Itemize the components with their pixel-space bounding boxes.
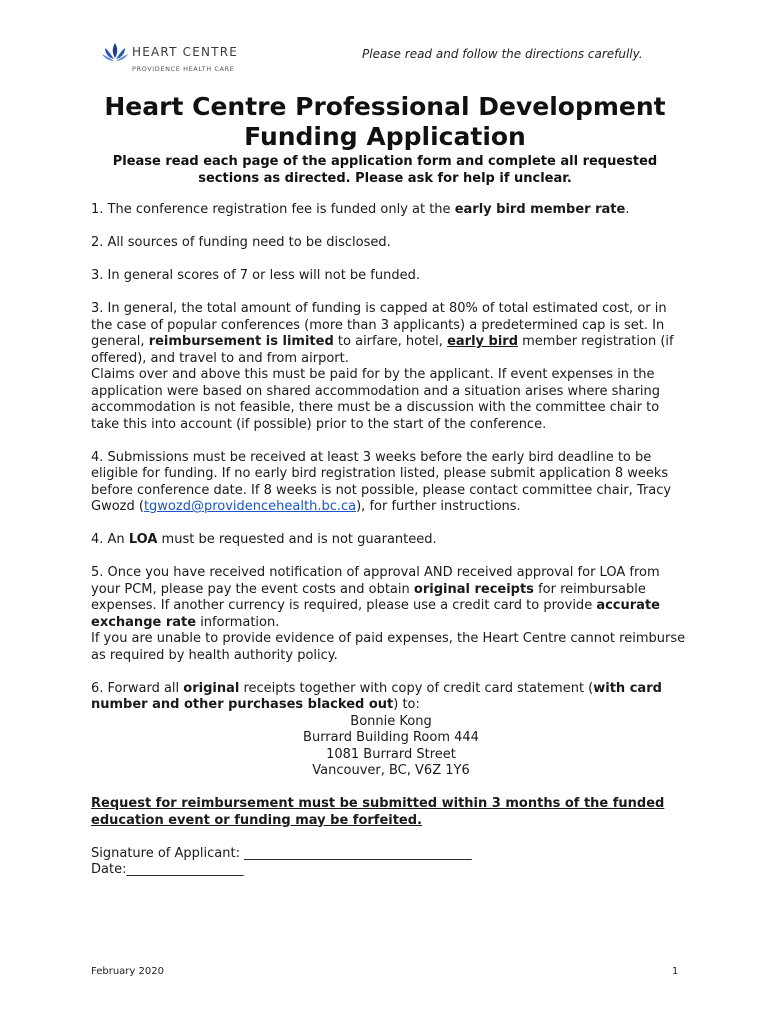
title-line-2: Funding Application	[244, 122, 526, 151]
item-1: 1. The conference registration fee is funded only at the early bird member rate.	[91, 202, 630, 217]
instructions-body	[91, 202, 691, 879]
heart-centre-logo	[102, 40, 282, 80]
item-2: 2. All sources of funding need to be disclosed.	[91, 235, 391, 250]
item-6: 6. Forward all original receipts together with copy of credit card statement (with card number and other purchases blacked out) to:	[91, 680, 662, 712]
item-3b: 3. In general, the total amount of funding is capped at 80% of total estimated cost, or in the case of popular conferences (more than 3 applicants) a predetermined cap is set. In general, reimbursement is limited to airfare, hotel, early bird member registration (if offered), and travel to and from airport. Claims over and above this must be paid for by the applicant. If event expenses in the application were based on shared accommodation and a situation arises where sharing accommodation is not feasible, there must be a discussion with the committee chair to take this into account (if possible) prior to the start of the conference.	[91, 301, 674, 432]
title-line-1: Heart Centre Professional Development	[104, 92, 666, 121]
item-4a: 4. Submissions must be received at least 3 weeks before the early bird deadline to be eligible for funding. If no early bird registration listed, please submit application 8 weeks before conference date. If 8 weeks is not possible, please contact committee chair, Tracy Gwozd (tgwozd@providencehealth.bc.ca), for further instructions.	[91, 449, 672, 514]
address-city: Vancouver, BC, V6Z 1Y6	[312, 763, 470, 778]
date-line[interactable]: Date:__________________	[91, 862, 244, 877]
email-link[interactable]: tgwozd@providencehealth.bc.ca	[143, 499, 357, 514]
logo-brand-text: HEART CENTRE	[132, 45, 239, 59]
address-name: Bonnie Kong	[350, 713, 432, 729]
reimbursement-warning: Request for reimbursement must be submitted within 3 months of the funded education event or funding may be forfeited.	[91, 796, 665, 828]
logo-subtitle-text: PROVIDENCE HEALTH CARE	[132, 65, 235, 73]
address-street: 1081 Burrard Street	[326, 746, 456, 762]
item-3a: 3. In general scores of 7 or less will not be funded.	[91, 268, 420, 283]
item-5: 5. Once you have received notification of approval AND received approval for LOA from your PCM, please pay the event costs and obtain original receipts for reimbursable expenses. If another currency is required, please use a credit card to provide accurate exchange rate information. If you are unable to provide evidence of paid expenses, the Heart Centre cannot reimburse as required by health authority policy.	[91, 565, 686, 663]
item-4b: 4. An LOA must be requested and is not guaranteed.	[91, 532, 437, 547]
signature-line[interactable]: Signature of Applicant: ___________________________________	[91, 845, 472, 861]
flame-logo-icon	[102, 42, 128, 64]
footer-page-number: 1	[672, 966, 679, 977]
footer-date: February 2020	[91, 966, 164, 977]
page-title	[60, 92, 710, 152]
mailing-address	[91, 714, 691, 780]
address-room: Burrard Building Room 444	[303, 730, 479, 745]
subtitle-line-2: sections as directed. Please ask for help if unclear.	[198, 171, 572, 186]
page-subtitle	[80, 153, 690, 187]
header-note: Please read and follow the directions carefully.	[362, 47, 643, 61]
subtitle-line-1: Please read each page of the application form and complete all requested	[112, 154, 658, 169]
